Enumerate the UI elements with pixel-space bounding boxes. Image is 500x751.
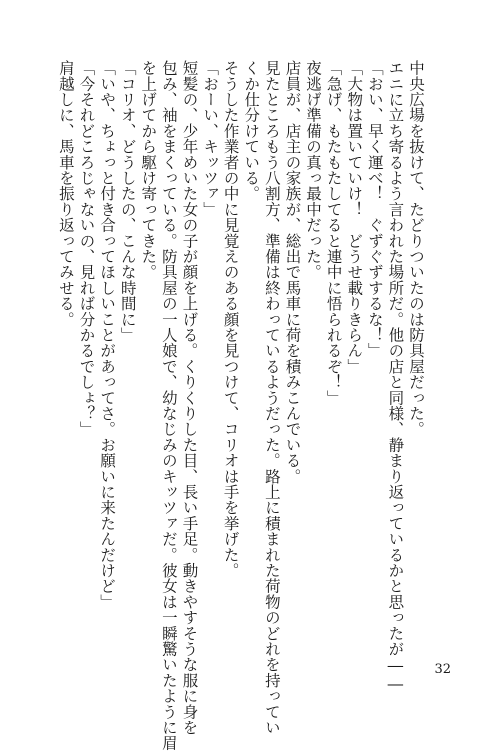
text-line-10: そうした作業者の中に見覚えのある顔を見つけて、コリオは手を挙げた。 (221, 60, 240, 579)
text-line-8: 見たところもう八割方、準備は終わっているようだった。路上に積まれた荷物のどれを持ってい (262, 60, 281, 736)
text-line-2: エニに立ち寄るよう言われた場所だ。他の店と同様、静まり返っているかと思ったが―― (386, 60, 405, 693)
text-line-3: 「おい、早く運べ！ ぐずぐずするな！」 (365, 60, 384, 359)
text-line-17: 「今それどころじゃないの、見れば分かるでしょ？」 (77, 60, 96, 437)
text-line-18: 肩越しに、馬車を振り返ってみせる。 (56, 60, 75, 327)
text-line-11: 「おーい、キッツァ」 (201, 60, 220, 217)
text-line-13: 包み、袖をまくっている。防具屋の一人娘で、幼なじみのキッツァだ。彼女は一瞬驚いたように眉 (159, 60, 178, 751)
text-line-6: 夜逃げ準備の真っ最中だった。 (304, 60, 323, 280)
text-line-9: くか仕分けている。 (242, 60, 261, 202)
text-line-1: 中央広場を抜けて、たどりついたのは防具屋だった。 (407, 60, 425, 437)
text-line-15: 「コリオ、どうしたの、こんな時間に」 (118, 60, 137, 343)
body-text (55, 60, 426, 751)
text-line-4: 「大物は置いていけ！ どうせ載りきらん」 (345, 60, 364, 374)
text-line-7: 店員が、店主の家族が、総出で馬車に荷を積みこんでいる。 (283, 60, 302, 484)
page-number: 32 (434, 662, 451, 677)
text-line-5: 「急げ、もたもたしてると連中に悟られるぞ！」 (324, 60, 343, 406)
text-line-14: を上げてから駆け寄ってきた。 (139, 60, 158, 280)
text-line-16: 「いや、ちょっと付き合ってほしいことがあってさ。お願いに来たんだけど」 (98, 60, 117, 610)
text-line-12: 短髪の、少年めいた女の子が顔を上げる。くりくりした目、長い手足。動きやすそうな服に身を (180, 60, 199, 736)
